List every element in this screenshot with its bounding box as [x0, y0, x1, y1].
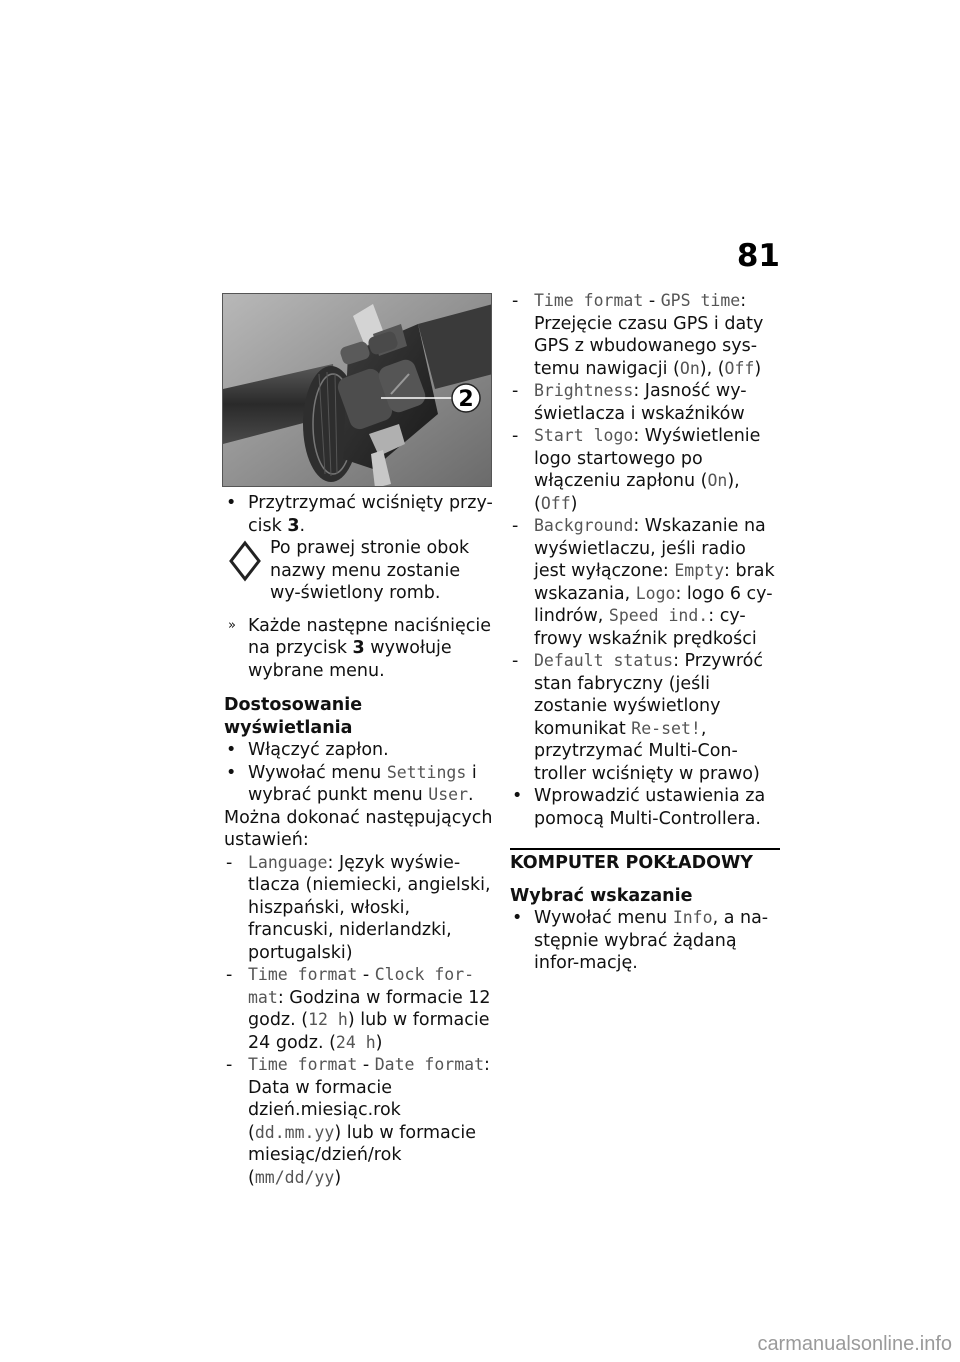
section-heading: Dostosowanie wyświetlania — [224, 695, 363, 738]
dash-item: - Time format - Clock for-mat: Godzina w formacie 12 godz. (12 h) lub w formacie 24 godz. (24 h) — [224, 964, 496, 1054]
info-note — [224, 537, 496, 605]
watermark: carmanualsonline.info — [757, 1333, 952, 1355]
dash-item: - Start logo: Wyświetlenie logo startowego po włączeniu zapłonu (On), (Off) — [510, 425, 780, 515]
callout-number: 2 — [458, 387, 474, 412]
subheading: Wybrać wskazanie — [510, 885, 693, 906]
note-text: Po prawej stronie obok nazwy menu zostanie wy-świetlony romb. — [270, 538, 470, 603]
left-column — [224, 492, 496, 1189]
dash-item: - Language: Język wyświe-tlacza (niemiecki, angielski, hiszpański, włoski, francuski, niderlandzki, portugalski) — [224, 852, 496, 965]
list-item: • Wprowadzić ustawienia za pomocą Multi-Controllera. — [510, 785, 780, 830]
list-item: • Włączyć zapłon. — [224, 739, 496, 762]
list-item: • Wywołać menu Settings i wybrać punkt menu User. — [224, 762, 496, 807]
dash-item: - Time format - GPS time: Przejęcie czasu GPS i daty GPS z wbudowanego sys-temu nawigacji (On), (Off) — [510, 290, 780, 380]
handlebar-switch-illustration — [223, 294, 492, 487]
paragraph: Można dokonać następujących ustawień: — [224, 807, 493, 850]
result-item: » Każde następne naciśnięcie na przycisk 3 wywołuje wybrane menu. — [224, 615, 496, 683]
dash-item: - Default status: Przywróć stan fabryczny (jeśli zostanie wyświetlony komunikat Re-set!, przytrzymać Multi-Con-troller wciśnięty w prawo) — [510, 650, 780, 785]
handlebar-switch-figure — [222, 293, 492, 487]
dash-item: - Time format - Date format: Data w formacie dzień.miesiąc.rok (dd.mm.yy) lub w formacie miesiąc/dzień/rok (mm/dd/yy) — [224, 1054, 496, 1189]
dash-item: - Brightness: Jasność wy-świetlacza i wskaźników — [510, 380, 780, 425]
section-title: KOMPUTER POKŁADOWY — [510, 848, 780, 875]
list-item: • Przytrzymać wciśnięty przy-cisk 3. — [224, 492, 496, 537]
dash-item: - Background: Wskazanie na wyświetlaczu, jeśli radio jest wyłączone: Empty: brak wskazania, Logo: logo 6 cy-lindrów, Speed ind.: cy-frowy wskaźnik prędkości — [510, 515, 780, 650]
list-item: • Wywołać menu Info, a na-stępnie wybrać żądaną infor-mację. — [510, 907, 780, 975]
diamond-note-icon — [226, 539, 264, 583]
right-column — [510, 290, 780, 975]
page-number: 81 — [736, 238, 780, 274]
